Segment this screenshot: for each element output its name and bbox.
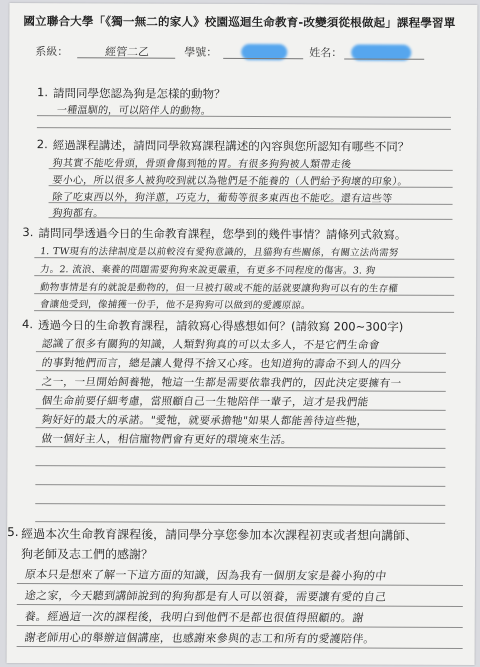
worksheet-page: [7, 3, 478, 665]
answer-rule: [49, 217, 453, 220]
q4-answer-line: 的事對牠們而言，總是讓人覺得不捨又心疼。也知道狗的壽命不到人的四分: [41, 357, 403, 371]
q1-text: 請問同學您認為狗是怎樣的動物？: [53, 86, 226, 101]
q3-answer-line: 會讓他受到，像捕獲一份手，他不是狗狗可以做到的愛護原諒。: [39, 299, 312, 312]
q2-answer-line: 狗狗都有。: [51, 208, 105, 220]
answer-rule: [34, 310, 454, 313]
answer-rule: [35, 503, 445, 506]
answer-rule: [35, 465, 445, 468]
q5-text-line-2: 狗老師及志工們的感謝？: [21, 547, 154, 562]
answer-rule: [37, 115, 451, 118]
answer-rule: [17, 646, 463, 649]
answer-rule: [49, 202, 453, 205]
q2-number: 2.: [36, 137, 48, 152]
q5-answer-line: 途之家，今天聽到講師說到的狗狗都是有人可以領養，需要讓有愛的自己: [23, 589, 388, 604]
q5-text-line-1: 經過本次生命教育課程後，請同學分享您參加本次課程初衷或者想向講師、: [21, 527, 418, 543]
q4-answer-line: 個生命前要仔細考慮，當照顧自己一生牠陪伴一輩子，這才是我們能: [40, 395, 370, 409]
answer-rule: [35, 484, 445, 487]
answer-rule: [36, 351, 446, 354]
q5-answer-line: 原本只是想來了解一下這方面的知識，因為我有一個朋友家是養小狗的中: [24, 568, 388, 583]
answer-rule: [17, 583, 463, 586]
answer-rule: [35, 521, 445, 524]
q5-answer-line: 養。經過這一次的課程後，我明白到他們不是都也很值得照顧的。謝: [23, 610, 365, 625]
dept-value: 經管二乙: [104, 45, 150, 59]
q4-answer-line: 之一，一旦開始飼養牠，牠這一生都是需要依靠我們的，因此決定要擁有一: [40, 376, 402, 390]
student-id-label: 學號：: [184, 45, 218, 59]
q3-answer-line: 1. TW現有的法律制度是以前較沒有愛狗意識的，且貓狗有些關係，有關立法尚需努: [39, 246, 400, 259]
q3-number: 3.: [22, 225, 34, 240]
answer-rule: [36, 446, 446, 449]
q4-answer-line: 夠好好的最大的承諾。"愛牠，就要承擔牠"如果人都能善待這些牠，: [40, 414, 369, 428]
q1-answer-line: 一種溫馴的，可以陪伴人的動物。: [56, 105, 212, 117]
answer-rule: [17, 604, 463, 607]
name-label: 姓名：: [309, 46, 343, 60]
q3-answer-line: 力。2. 流浪、棄養的問題需要狗狗來說更嚴重，有更多不同程度的傷害。3. 狗: [39, 264, 377, 277]
q4-text: 透過今日的生命教育課程，請敘寫心得感想如何？(請敘寫 200~300字): [38, 318, 404, 334]
dept-label: 系級：: [35, 45, 69, 59]
q2-answer-line: 除了吃東西以外，狗洋蔥，巧克力，葡萄等很多東西也不能吃。還有這些等: [51, 192, 393, 205]
q5-answer-line: 謝老師用心的舉辦這個講座，也感謝來參與的志工和所有的愛護陪伴。: [23, 631, 376, 646]
q4-number: 4.: [22, 317, 34, 332]
q4-answer-line: 認識了很多有關狗的知識，人類對狗真的可以太多人，不是它們生命會: [41, 338, 381, 352]
dept-underline: [77, 57, 175, 58]
q1-number: 1.: [37, 85, 49, 100]
q5-number: 5.: [7, 524, 19, 540]
answer-rule: [37, 127, 451, 130]
q3-text: 請問同學透過今日的生命教育課程，您學到的幾件事情？請條列式敘寫。: [38, 226, 407, 242]
page-title: 國立聯合大學「《獨一無二的家人》校園巡迴生命教育-改變須從根做起」課程學習單: [23, 14, 456, 30]
q2-answer-line: 要小心，所以很多人被狗咬到就以為牠們是不能養的（人們給予狗壞的印象）。: [51, 175, 409, 188]
answer-rule: [36, 408, 446, 411]
q3-answer-line: 動物事情是有的就說是動物的，但一旦被打破或不能的話就要讓狗狗可以有的生存權: [39, 282, 399, 295]
q4-answer-line: 做一個好主人，相信寵物們會有更好的環境來生活。: [40, 433, 293, 447]
answer-rule: [17, 625, 463, 628]
q2-text: 經過課程講述，請問同學敘寫課程講述的內容與您所認知有哪些不同？: [52, 138, 410, 154]
answer-rule: [36, 427, 446, 430]
student-id-underline: [223, 58, 303, 59]
answer-rule: [34, 275, 454, 278]
q2-answer-line: 狗其實不能吃骨頭，骨頭會傷到牠的胃。有很多狗狗被人類帶走後: [51, 158, 352, 171]
